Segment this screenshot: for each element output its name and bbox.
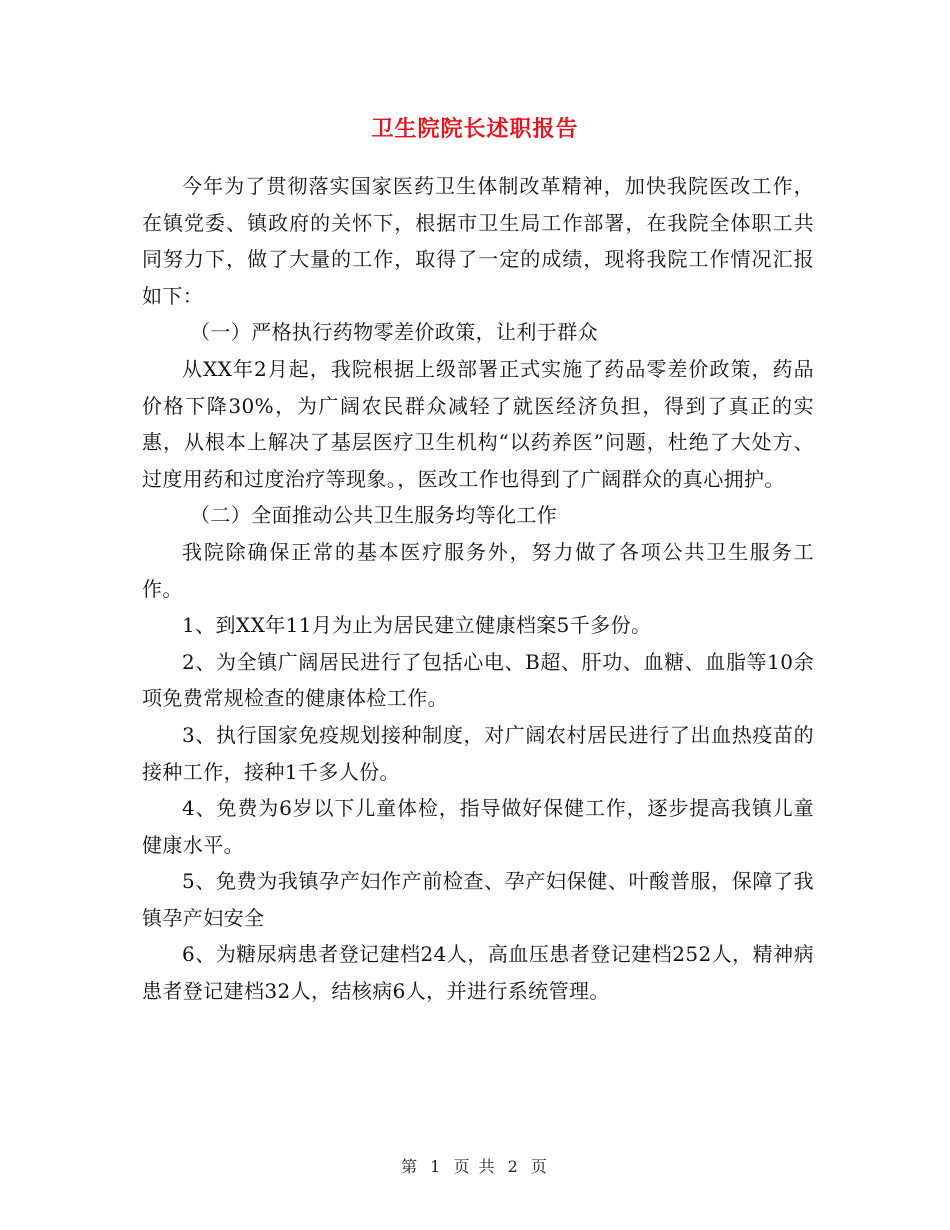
list-item-1: 1、到XX年11月为止为居民建立健康档案5千多份。: [182, 613, 652, 638]
intro-paragraph: 今年为了贯彻落实国家医药卫生体制改革精神，加快我院医改工作，在镇党委、镇政府的关怀下，根据市卫生局工作部署，在我院全体职工共同努力下，做了大量的工作，取得了一定的成绩，现将我院工作情况汇报如下：: [142, 174, 814, 308]
list-item-6: 6、为糖尿病患者登记建档24人，高血压患者登记建档252人，精神病患者登记建档32人，结核病6人，并进行系统管理。: [142, 942, 814, 1004]
section-heading-2: （二）全面推动公共卫生服务均等化工作: [190, 503, 558, 528]
page-label-mid: 页 共: [453, 1157, 497, 1176]
document-body: [142, 168, 814, 1010]
page-label-prefix: 第: [401, 1157, 420, 1176]
list-item-5: 5、免费为我镇孕产妇作产前检查、孕产妇保健、叶酸普服，保障了我镇孕产妇安全: [142, 869, 814, 930]
total-pages-number: 2: [507, 1157, 520, 1176]
section-heading-1: （一）严格执行药物零差价政策，让利于群众: [190, 320, 598, 345]
list-item-4: 4、免费为6岁以下儿童体检，指导做好保健工作，逐步提高我镇儿童健康水平。: [142, 796, 814, 857]
document-title: 卫生院院长述职报告: [371, 116, 579, 142]
section-2-paragraph: 我院除确保正常的基本医疗服务外，努力做了各项公共卫生服务工作。: [142, 539, 814, 601]
page-label-suffix: 页: [530, 1157, 549, 1176]
section-1-paragraph: 从XX年2月起，我院根据上级部署正式实施了药品零差价政策，药品价格下降30%，为广阔农民群众减轻了就医经济负担，得到了真正的实惠，从根本上解决了基层医疗卫生机构“以药养医”问题，杜绝了大处方、过度用药和过度治疗等现象。，医改工作也得到了广阔群众的真心拥护。: [142, 356, 814, 491]
list-item-2: 2、为全镇广阔居民进行了包括心电、B超、肝功、血糖、血脂等10余项免费常规检查的健康体检工作。: [142, 649, 814, 711]
page-footer: [0, 1154, 950, 1177]
list-item-3: 3、执行国家免疫规划接种制度，对广阔农村居民进行了出血热疫苗的接种工作，接种1千多人份。: [142, 722, 814, 784]
current-page-number: 1: [430, 1157, 443, 1176]
